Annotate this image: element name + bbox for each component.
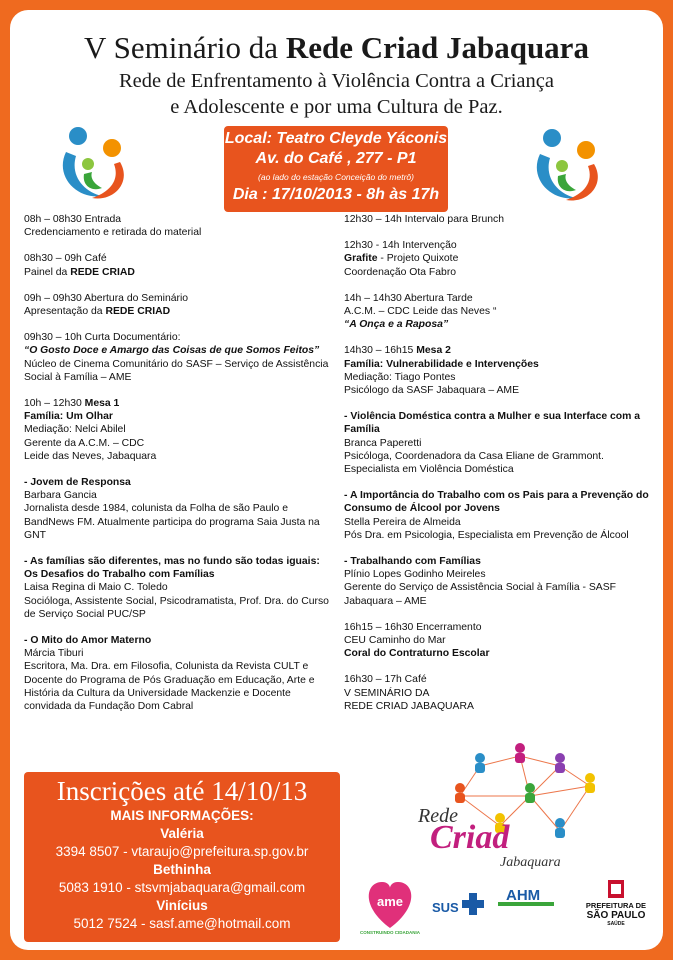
program-text: REDE CRIAD JABAQUARA [344,700,474,712]
program-line [24,502,334,542]
program-line [344,555,652,568]
program-text: Núcleo de Cinema Comunitário do SASF – Serviço de Assistência Social à Família – AME [24,358,329,383]
family-logo-icon-right [532,124,612,204]
program-text: - As famílias são diferentes, mas no fundo são todas iguais: Os Desafios do Trabalho com Famílias [24,556,320,581]
program-line [344,437,652,450]
program-line [344,529,652,542]
program-text: Laisa Regina di Maio C. Toledo [24,582,168,594]
program-text: Mediação: Nelci Abilel [24,424,126,436]
program-block [344,673,652,713]
contact-details: 3394 8507 - vtaraujo@prefeitura.sp.gov.br [55,844,309,859]
program-block [24,252,334,278]
program-block [24,331,334,384]
rede-criad-illustration [400,736,610,870]
poster [10,10,663,950]
program-line [24,595,334,621]
program-text: A.C.M. – CDC Leide das Neves “ [344,306,497,318]
program-text: 08h30 – 09h Café [24,253,107,265]
program-line [344,621,652,634]
program-line [344,581,652,607]
program-text: 09h30 – 10h Curta Documentário: [24,332,181,344]
program-text: Stella Pereira de Almeida [344,516,461,528]
program-line [24,634,334,647]
program-line [24,410,334,423]
sus-logo-icon [432,893,484,915]
program-line [344,450,652,476]
program-line [24,437,334,450]
program-line [344,516,652,529]
program-line [344,305,652,318]
program-text: 12h30 – 14h Intervalo para Brunch [344,214,505,225]
program-text: - Trabalhando com Famílias [344,556,481,568]
program-line [344,371,652,384]
contact-details: 5083 1910 - stsvmjabaquara@gmail.com [58,880,306,895]
program-text-tail: - Projeto Quixote [377,253,459,265]
program-text: Escritora, Ma. Dra. em Filosofia, Colunista da Revista CULT e Docente do Programa de Pós Graduação em Educação, Arte e História da Cultura da Universidade Mackenzie e Docente convidada da Fundação Dom Cabral [24,661,315,713]
program-line [24,489,334,502]
program-block [344,239,652,279]
program-line [24,358,334,384]
title-bold: Rede Criad Jabaquara [285,30,589,65]
location-address: Av. do Café , 277 - P1 [255,150,417,167]
program-text: Mediação: Tiago Pontes [344,371,456,383]
program-line [24,423,334,436]
program-line [24,397,334,410]
program-text: Psicólogo da SASF Jabaquara – AME [344,385,520,397]
poster-title [10,30,663,66]
program-line [344,568,652,581]
subtitle-line-1: Rede de Enfrentamento à Violência Contra a Criança [119,70,554,92]
ame-sub-label: CONSTRUINDO CIDADANIA [360,930,420,935]
program-block [344,344,652,397]
program-text: 14h30 – 16h15 [344,345,417,357]
program-block [24,476,334,542]
program-text: 09h – 09h30 Abertura do Seminário [24,292,189,304]
program-text: Família: Vulnerabilidade e Intervenções [344,358,539,370]
program-text: V SEMINÁRIO DA [344,687,430,699]
program-text: 16h30 – 17h Café [344,674,427,686]
program-text: Branca Paperetti [344,437,422,449]
program-line [24,450,334,463]
program-line [344,292,652,305]
prefeitura-logo-icon [586,880,646,927]
program-block [344,292,652,332]
program-block [24,213,334,239]
family-logo-icon-left [58,122,138,202]
program-line [344,213,652,226]
program-line [24,252,334,265]
ahm-label: AHM [506,887,541,904]
program-line [24,476,334,489]
program-text: - O Mito do Amor Materno [24,635,152,647]
program-text: 08h – 08h30 Entrada [24,214,122,225]
program-block [344,213,652,226]
program-text: Pós Dra. em Psicologia, Especialista em Prevenção de Álcool [344,529,629,541]
program-line [24,226,334,239]
program-text: Barbara Gancia [24,490,97,502]
program-line [24,331,334,344]
prefeitura-line-3: SAÚDE [607,921,625,927]
program-line [24,292,334,305]
program-text: Grafite [344,253,378,265]
program-text: Painel da [24,266,71,278]
program-text: Socióloga, Assistente Social, Psicodramatista, Prof. Dra. do Curso de Serviço Social PUC/SP [24,595,329,620]
location-note: (ao lado do estação Conceição do metrô) [258,172,414,182]
program-text: Jornalista desde 1984, colunista da Folha de são Paulo e BandNews FM. Atualmente participa do programa Saia Justa na GNT [24,503,320,541]
program-text-bold: Mesa 2 [416,345,451,357]
program-text: 16h15 – 16h30 Encerramento [344,621,482,633]
program-line [24,213,334,226]
location-date: Dia : 17/10/2013 - 8h às 17h [232,186,440,203]
program-block [344,489,652,542]
program-text: Leide das Neves, Jabaquara [24,450,157,462]
sponsor-logos [360,876,660,936]
registration-box [24,772,340,942]
program-text: Psicóloga, Coordenadora da Casa Eliane de Grammont. Especialista em Violência Doméstica [344,450,604,476]
program-line [24,305,334,318]
program-text: - Jovem de Responsa [24,477,131,489]
title-prefix: V Seminário da [84,30,286,65]
program-line [344,239,652,252]
program-text: Plínio Lopes Godinho Meireles [344,569,486,581]
illustration-word-criad: Criad [430,819,510,856]
location-box [224,126,448,212]
program-right-column [344,213,652,726]
program-line [24,581,334,594]
prefeitura-line-1: PREFEITURA DE [585,901,647,910]
more-info-label: MAIS INFORMAÇÕES: [110,808,254,823]
contact-name: Valéria [160,826,204,841]
program-text: Apresentação da [24,306,106,318]
illustration-word-jabaquara: Jabaquara [500,855,561,870]
program-text: 10h – 12h30 [24,398,85,410]
program-text: - A Importância do Trabalho com os Pais para a Prevenção do Consumo de Álcool por Jovens [344,490,649,515]
program-text: Família: Um Olhar [24,411,113,423]
location-venue: Local: Teatro Cleyde Yáconis [224,130,448,147]
program-text: Gerente da A.C.M. – CDC [24,437,145,449]
program-line [344,700,652,713]
program-text: Credenciamento e retirada do material [24,227,202,239]
program-text: Coral do Contraturno Escolar [344,648,490,660]
program-text: 12h30 - 14h Intervenção [344,240,457,252]
program-block [24,555,334,621]
contact-name: Vinícius [156,898,208,913]
program-line [344,673,652,686]
ame-logo-icon [360,882,421,935]
program-text: Coordenação Ota Fabro [344,266,457,278]
program-text-bold: REDE CRIAD [70,266,135,278]
program-text: CEU Caminho do Mar [344,635,446,647]
registration-title: Inscrições até 14/10/13 [56,776,308,806]
program-block [344,410,652,476]
program-line [344,384,652,397]
program-line [24,647,334,660]
program-text: “A Onça e a Raposa” [344,319,449,331]
program-block [24,292,334,318]
program-line [24,555,334,581]
program-line [344,410,652,436]
program-line [344,489,652,515]
poster-subtitle [10,68,663,120]
program-block [344,555,652,608]
program-line [24,266,334,279]
program-block [24,397,334,463]
ame-label: ame [376,894,404,909]
program-line [344,358,652,371]
program-line [344,687,652,700]
program-text: Gerente do Serviço de Assistência Social à Família - SASF Jabaquara – AME [344,582,617,607]
program-line [344,634,652,647]
program-line [344,266,652,279]
program-line [24,660,334,713]
illustration-word-rede: Rede [418,805,458,827]
program-block [24,634,334,713]
program-line [344,318,652,331]
program-text: 14h – 14h30 Abertura Tarde [344,292,473,304]
contact-name: Bethinha [153,862,211,877]
program-left-column [24,213,334,726]
program-line [344,647,652,660]
program-text: “O Gosto Doce e Amargo das Coisas de que Somos Feitos” [24,345,320,357]
program-block [344,621,652,661]
program-text-bold: Mesa 1 [84,398,120,410]
program-text: - Violência Doméstica contra a Mulher e sua Interface com a Família [344,411,641,436]
prefeitura-line-2: SÃO PAULO [586,910,646,921]
sus-label: SUS [432,900,459,915]
program-text: Márcia Tiburi [24,648,84,660]
ahm-logo-icon [498,887,554,906]
subtitle-line-2: e Adolescente e por uma Cultura de Paz. [170,96,503,118]
program-line [344,344,652,357]
program-line [24,344,334,357]
program-text-bold: REDE CRIAD [105,306,171,318]
contact-details: 5012 7524 - sasf.ame@hotmail.com [73,916,291,931]
program-line [344,252,652,265]
